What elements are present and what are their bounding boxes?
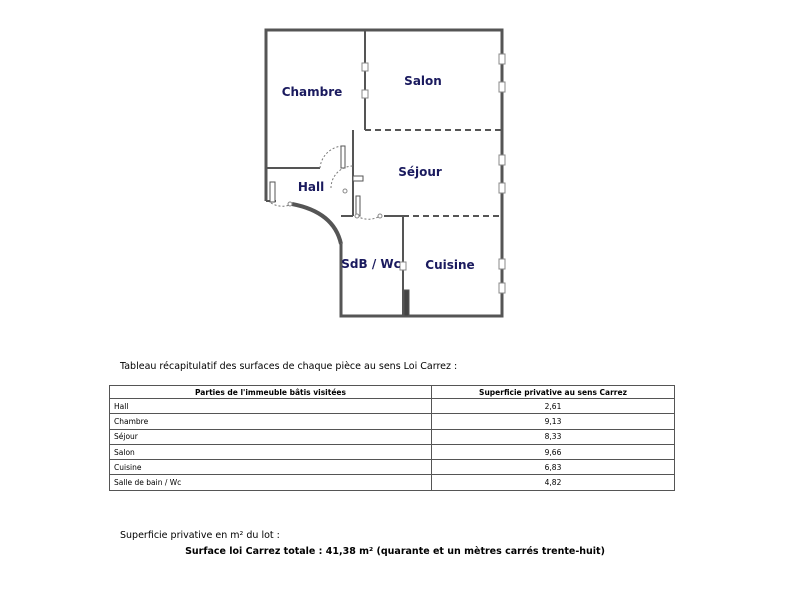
- table-row: [110, 399, 675, 414]
- room-label-salon: Salon: [404, 74, 442, 88]
- room-label-cuisine: Cuisine: [425, 258, 475, 272]
- table-row: [110, 414, 675, 429]
- room-label-sdb: SdB / Wc: [341, 257, 401, 271]
- row-value: 9,66: [432, 444, 675, 459]
- row-name: Chambre: [110, 414, 432, 429]
- room-label-chambre: Chambre: [281, 85, 343, 99]
- room-label-sejour: Séjour: [398, 165, 442, 179]
- header-parties: Parties de l'immeuble bâtis visitées: [110, 386, 432, 399]
- row-name: Séjour: [110, 429, 432, 444]
- doors: [271, 146, 380, 219]
- row-name: Salon: [110, 444, 432, 459]
- row-value: 9,13: [432, 414, 675, 429]
- curved-wall: [292, 204, 341, 244]
- row-name: Hall: [110, 399, 432, 414]
- row-name: Cuisine: [110, 460, 432, 475]
- surface-table: [109, 385, 675, 491]
- table-caption: Tableau récapitulatif des surfaces de chaque pièce au sens Loi Carrez :: [120, 361, 458, 372]
- outer-walls: [266, 30, 502, 316]
- lot-surface-label: Superficie privative en m² du lot :: [120, 530, 280, 541]
- total-surface: Surface loi Carrez totale : 41,38 m² (quarante et un mètres carrés trente-huit): [185, 546, 605, 557]
- row-value: 4,82: [432, 475, 675, 490]
- table-header-row: [110, 386, 675, 399]
- row-value: 6,83: [432, 460, 675, 475]
- interior-walls: [266, 30, 403, 316]
- table-row: [110, 475, 675, 490]
- table-row: [110, 460, 675, 475]
- row-name: Salle de bain / Wc: [110, 475, 432, 490]
- table-row: [110, 429, 675, 444]
- table-row: [110, 444, 675, 459]
- row-value: 2,61: [432, 399, 675, 414]
- room-label-hall: Hall: [297, 180, 325, 194]
- row-value: 8,33: [432, 429, 675, 444]
- header-superficie: Superficie privative au sens Carrez: [432, 386, 675, 399]
